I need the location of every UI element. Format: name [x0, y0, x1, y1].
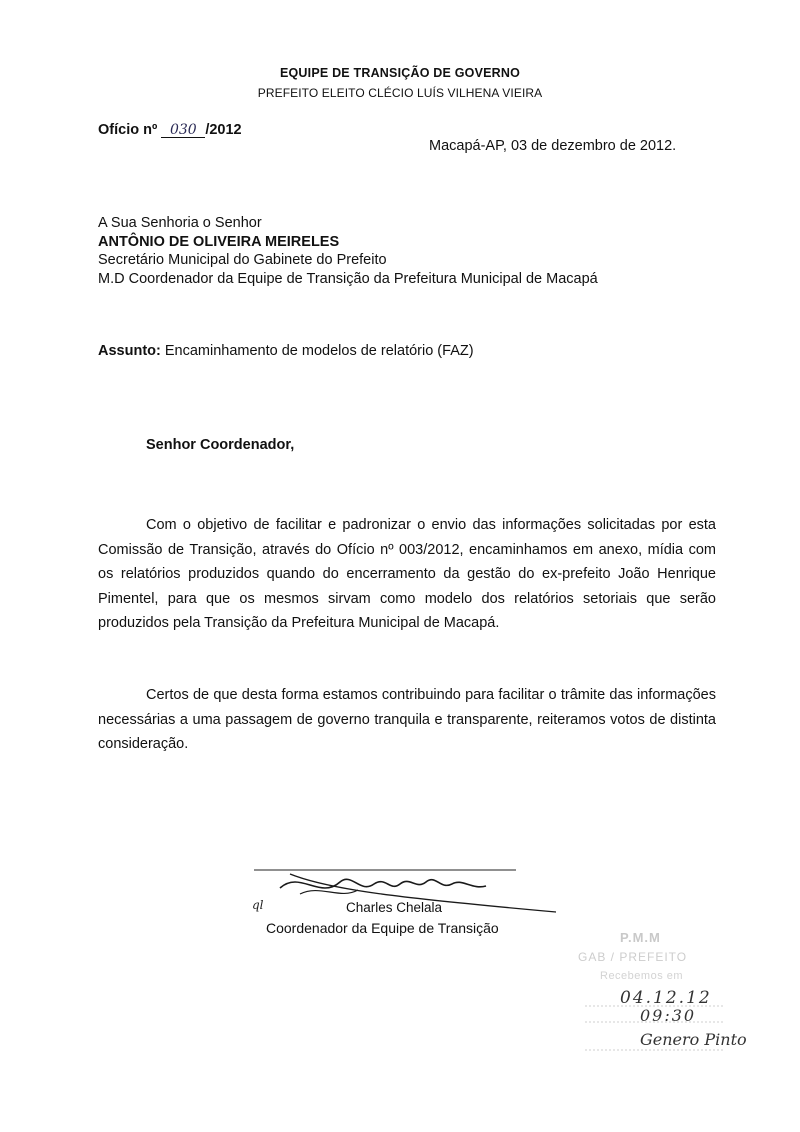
- recipient-block: [98, 214, 598, 288]
- subject-line: [98, 343, 474, 359]
- recipient-role-2: M.D Coordenador da Equipe de Transição da Prefeitura Municipal de Macapá: [98, 270, 598, 287]
- oficio-year: /2012: [205, 122, 242, 138]
- stamp-handwritten-time: 09:30: [640, 1006, 697, 1025]
- recipient-salutation: A Sua Senhoria o Senhor: [98, 215, 262, 231]
- signature-initials: ql: [252, 898, 264, 912]
- header-subtitle: PREFEITO ELEITO CLÉCIO LUÍS VILHENA VIEIRA: [257, 86, 543, 100]
- body-paragraph-1: Com o objetivo de facilitar e padronizar o envio das informações solicitadas por esta Comissão de Transição, através do Ofício nº 003/2012, encaminhamos em anexo, mídia com os relatórios produzidos quando do encerramento da gestão do ex-prefeito João Henrique Pimentel, para que os mesmos sirvam como modelo dos relatórios setoriais que serão produzidos pela Transição da Prefeitura Municipal de Macapá.: [98, 517, 716, 631]
- stamp-line-3: Recebemos em: [600, 970, 684, 982]
- oficio-number-line: [98, 122, 242, 138]
- signature-name: Charles Chelala: [346, 900, 443, 915]
- stamp-line-2: GAB / PREFEITO: [578, 950, 688, 964]
- greeting: Senhor Coordenador,: [146, 437, 295, 453]
- stamp-receiver-signature: Genero Pinto: [640, 1030, 747, 1049]
- stamp-handwritten-date: 04.12.12: [620, 988, 712, 1008]
- header-title: EQUIPE DE TRANSIÇÃO DE GOVERNO: [279, 66, 521, 80]
- stamp-line-1: P.M.M: [620, 930, 661, 945]
- subject-label: Assunto:: [98, 343, 161, 359]
- date-line: Macapá-AP, 03 de dezembro de 2012.: [429, 138, 677, 154]
- oficio-label: Ofício nº: [98, 122, 158, 138]
- subject-text: Encaminhamento de modelos de relatório (FAZ): [164, 343, 474, 359]
- signature-title: Coordenador da Equipe de Transição: [266, 920, 499, 936]
- recipient-name: ANTÔNIO DE OLIVEIRA MEIRELES: [98, 233, 340, 250]
- recipient-role-1: Secretário Municipal do Gabinete do Prefeito: [98, 252, 387, 268]
- body-paragraph-2: Certos de que desta forma estamos contribuindo para facilitar o trâmite das informações necessárias a uma passagem de governo tranquila e transparente, reiteramos votos de distinta consideração.: [98, 687, 716, 752]
- oficio-handwritten-number: 030: [161, 123, 205, 138]
